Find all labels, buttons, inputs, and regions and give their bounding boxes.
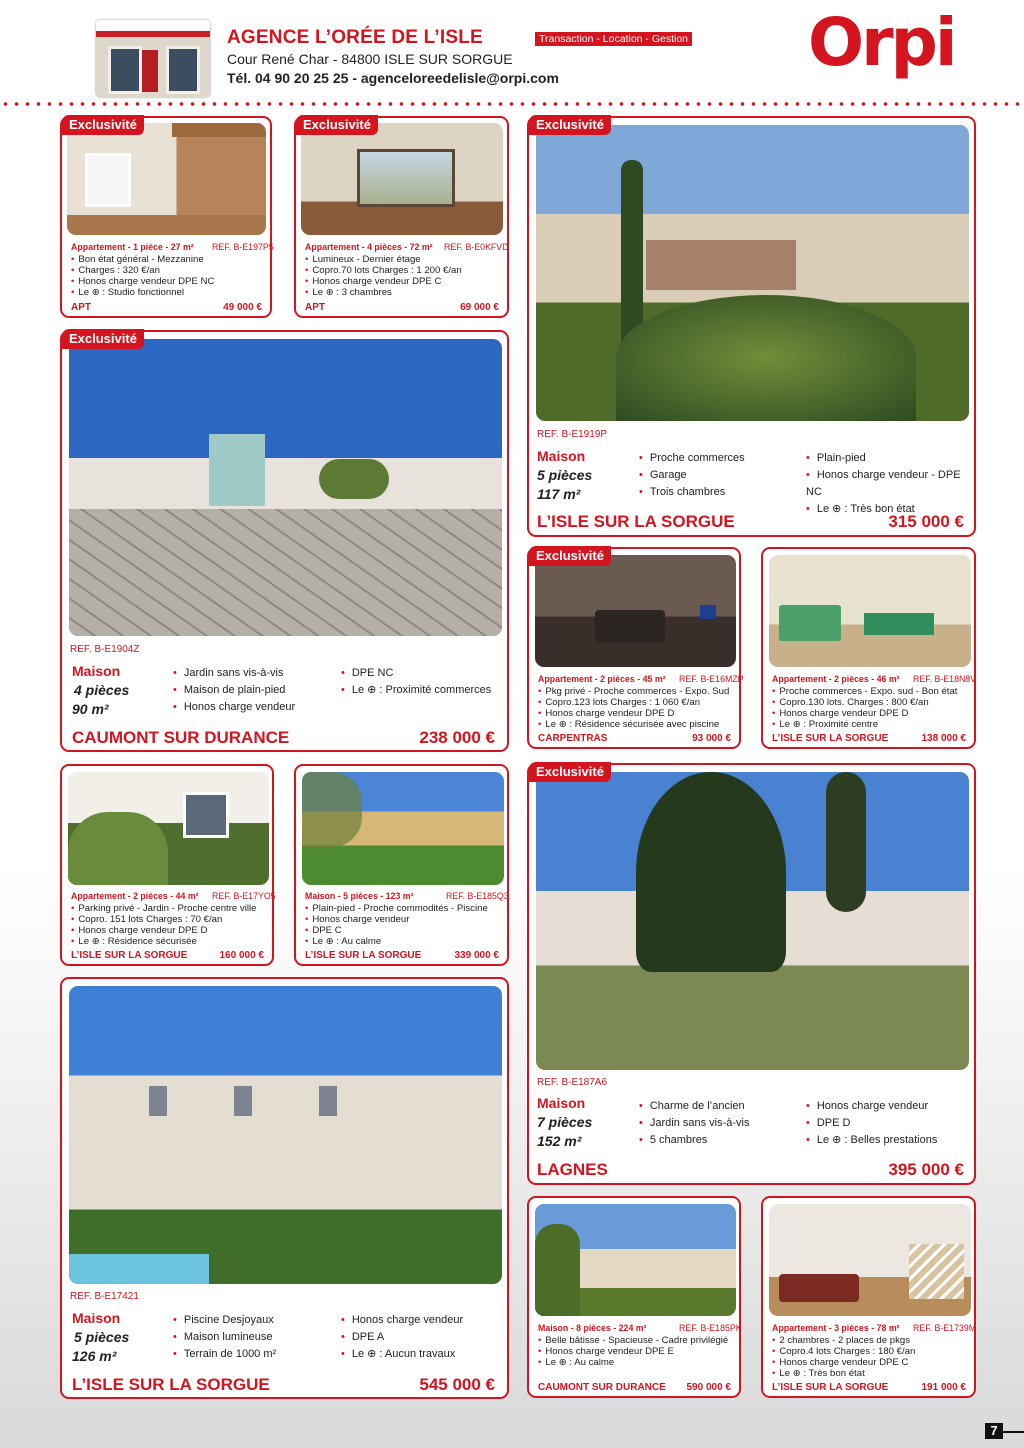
listing-photo [67,123,266,235]
listing-city: L’ISLE SUR LA SORGUE [772,733,889,744]
orpi-logo: Orpi [808,4,955,81]
listing-ref: REF. B-E197P5 [212,242,274,252]
feature-item: • DPE NC [341,665,491,682]
listing-city: L’ISLE SUR LA SORGUE [72,1375,270,1394]
listing-price: 191 000 € [921,1382,966,1393]
listing-photo [68,772,269,885]
feature-item: • Belle bâtisse - Spacieuse - Cadre privilégié [538,1335,728,1346]
listing-price: 69 000 € [460,302,499,313]
feature-item: • Terrain de 1000 m² [173,1346,276,1363]
listing-card[interactable] [761,547,976,749]
feature-item: • Le ⊕ : 3 chambres [305,287,462,298]
listing-area: 90 m² [72,701,109,717]
listing-rooms: 4 pièces [74,682,130,698]
feature-item: • DPE D [806,1115,937,1132]
feature-item: • DPE A [341,1329,463,1346]
listing-ref: REF. B-E1904Z [70,644,140,655]
listing-heading: Maison - 5 pièces - 123 m² [305,891,414,901]
feature-list [538,686,729,730]
feature-list [639,1098,750,1149]
listing-photo [302,772,504,885]
listing-type: Maison [537,448,586,464]
exclusivite-badge: Exclusivité [529,546,611,566]
feature-item: • Copro.130 lots. Charges : 800 €/an [772,697,957,708]
feature-list [806,450,974,518]
listing-city: L’ISLE SUR LA SORGUE [305,950,422,961]
feature-item: • Le ⊕ : Proximité commerces [341,682,491,699]
feature-item: • Le ⊕ : Au calme [538,1357,728,1368]
feature-item: • Maison lumineuse [173,1329,276,1346]
agency-tagline: Transaction - Location - Gestion [535,32,692,46]
exclusivite-badge: Exclusivité [62,329,144,349]
listing-type: Maison [72,1310,121,1326]
feature-list [173,665,295,716]
listing-heading: Appartement - 3 pièces - 78 m² [772,1323,900,1333]
feature-item: • Proche commerces - Expo. sud - Bon état [772,686,957,697]
listing-ref: REF. B-E18N8V [913,674,977,684]
listing-type: Maison [72,663,121,679]
listing-city: LAGNES [537,1160,608,1179]
listing-rooms: 5 pièces [537,467,593,483]
listing-card[interactable] [527,1196,741,1398]
feature-item: • Maison de plain-pied [173,682,295,699]
feature-item: • Copro.123 lots Charges : 1 060 €/an [538,697,729,708]
feature-item: • Piscine Desjoyaux [173,1312,276,1329]
feature-item: • Charges : 320 €/an [71,265,214,276]
listing-card[interactable] [60,764,274,966]
feature-item: • Lumineux - Dernier étage [305,254,462,265]
exclusivite-badge: Exclusivité [62,115,144,135]
feature-item: • Honos charge vendeur DPE C [772,1357,915,1368]
feature-item: • Parking privé - Jardin - Proche centre ville [71,903,256,914]
listing-price: 238 000 € [419,728,495,747]
agency-storefront-photo [96,20,210,97]
feature-list [341,665,491,699]
listing-city: APT [305,302,325,313]
listing-photo [536,772,969,1070]
listing-photo [769,555,971,667]
listing-ref: REF. B-E17421 [70,1291,139,1302]
feature-list [173,1312,276,1363]
feature-item: • 2 chambres - 2 places de pkgs [772,1335,915,1346]
listing-photo [535,1204,736,1316]
feature-item: • Copro.70 lots Charges : 1 200 €/an [305,265,462,276]
listing-card[interactable] [761,1196,976,1398]
feature-list [806,1098,937,1149]
listing-card[interactable] [294,116,509,318]
feature-item: • Le ⊕ : Belles prestations [806,1132,937,1149]
feature-item: • Pkg privé - Proche commerces - Expo. Sud [538,686,729,697]
listing-photo [535,555,736,667]
listing-card[interactable] [60,330,509,752]
feature-item: • Jardin sans vis-à-vis [639,1115,750,1132]
feature-list [772,1335,915,1379]
exclusivite-badge: Exclusivité [296,115,378,135]
listing-city: L’ISLE SUR LA SORGUE [537,512,735,531]
feature-item: • Plain-pied [806,450,974,467]
listing-price: 93 000 € [692,733,731,744]
feature-item: • Copro.4 lots Charges : 180 €/an [772,1346,915,1357]
feature-item: • Le ⊕ : Très bon état [772,1368,915,1379]
listing-city: L’ISLE SUR LA SORGUE [71,950,188,961]
listing-area: 117 m² [537,486,581,502]
listing-price: 395 000 € [888,1160,964,1179]
feature-item: • Honos charge vendeur [173,699,295,716]
listing-price: 545 000 € [419,1375,495,1394]
feature-item: • Honos charge vendeur DPE D [71,925,256,936]
feature-list [71,254,214,298]
listing-price: 315 000 € [888,512,964,531]
listing-price: 138 000 € [921,733,966,744]
feature-item: • Le ⊕ : Très bon état [806,501,974,518]
listing-photo [69,339,502,636]
agency-contact[interactable]: Tél. 04 90 20 25 25 - agenceloreedelisle@orpi.com [227,70,559,86]
listing-photo [536,125,969,421]
listing-price: 339 000 € [454,950,499,961]
feature-item: • Le ⊕ : Au calme [305,936,488,947]
feature-item: • DPE C [305,925,488,936]
feature-item: • Proche commerces [639,450,745,467]
listing-card[interactable] [527,763,976,1185]
listing-photo [769,1204,971,1316]
feature-list [71,903,256,947]
feature-list [538,1335,728,1368]
feature-item: • Le ⊕ : Proximité centre [772,719,957,730]
feature-item: • Honos charge vendeur DPE NC [71,276,214,287]
listing-area: 152 m² [537,1133,582,1149]
listing-heading: Maison - 8 pièces - 224 m² [538,1323,647,1333]
agency-name: AGENCE L’ORÉE DE L’ISLE [227,27,483,48]
listing-heading: Appartement - 4 pièces - 72 m² [305,242,433,252]
listing-ref: REF. B-E0KFVD [444,242,509,252]
feature-list [639,450,745,501]
feature-item: • 5 chambres [639,1132,750,1149]
listing-city: CARPENTRAS [538,733,608,744]
listing-price: 160 000 € [219,950,264,961]
feature-item: • Honos charge vendeur DPE C [305,276,462,287]
feature-list [772,686,957,730]
feature-item: • Bon état général - Mezzanine [71,254,214,265]
feature-item: • Honos charge vendeur - DPE NC [806,467,974,501]
listing-city: CAUMONT SUR DURANCE [538,1382,666,1393]
feature-item: • Le ⊕ : Studio fonctionnel [71,287,214,298]
listing-card[interactable] [60,116,272,318]
feature-item: • Honos charge vendeur [305,914,488,925]
feature-item: • Honos charge vendeur [806,1098,937,1115]
feature-item: • Honos charge vendeur DPE D [772,708,957,719]
listing-ref: REF. B-E16MZP [679,674,744,684]
listing-ref: REF. B-E185Q3 [446,891,509,901]
listing-city: CAUMONT SUR DURANCE [72,728,290,747]
listing-ref: REF. B-E1739M [913,1323,977,1333]
listing-rooms: 5 pièces [74,1329,130,1345]
feature-item: • Jardin sans vis-à-vis [173,665,295,682]
listing-heading: Appartement - 1 pièce - 27 m² [71,242,194,252]
listing-ref: REF. B-E187A6 [537,1077,608,1088]
feature-item: • Honos charge vendeur [341,1312,463,1329]
dotted-divider [0,100,1024,108]
listing-city: L’ISLE SUR LA SORGUE [772,1382,889,1393]
feature-item: • Copro. 151 lots Charges : 70 €/an [71,914,256,925]
feature-item: • Charme de l’ancien [639,1098,750,1115]
exclusivite-badge: Exclusivité [529,762,611,782]
listing-heading: Appartement - 2 pièces - 46 m² [772,674,900,684]
listing-photo [301,123,503,235]
feature-item: • Garage [639,467,745,484]
listing-price: 49 000 € [223,302,262,313]
listing-ref: REF. B-E17YO5 [212,891,276,901]
listing-price: 590 000 € [686,1382,731,1393]
listing-photo [69,986,502,1284]
listing-card[interactable] [60,977,509,1399]
feature-item: • Le ⊕ : Résidence sécurisée avec piscine [538,719,729,730]
listing-ref: REF. B-E1919P [537,429,608,440]
feature-item: • Honos charge vendeur DPE E [538,1346,728,1357]
listing-heading: Appartement - 2 pièces - 45 m² [538,674,666,684]
page-number-rule [1003,1431,1024,1433]
feature-list [305,254,462,298]
listing-card[interactable] [294,764,509,966]
feature-item: • Honos charge vendeur DPE D [538,708,729,719]
feature-item: • Plain-pied - Proche commodités - Piscine [305,903,488,914]
listing-card[interactable] [527,116,976,537]
listing-rooms: 7 pièces [537,1114,593,1130]
agency-address: Cour René Char - 84800 ISLE SUR SORGUE [227,51,513,67]
listing-city: APT [71,302,91,313]
exclusivite-badge: Exclusivité [529,115,611,135]
feature-item: • Trois chambres [639,484,745,501]
listing-heading: Appartement - 2 pièces - 44 m² [71,891,199,901]
feature-list [341,1312,463,1363]
listing-area: 126 m² [72,1348,117,1364]
feature-item: • Le ⊕ : Aucun travaux [341,1346,463,1363]
feature-list [305,903,488,947]
page-number: 7 [985,1423,1003,1439]
listing-type: Maison [537,1095,586,1111]
listing-ref: REF. B-E185PK [679,1323,742,1333]
feature-item: • Le ⊕ : Résidence sécurisée [71,936,256,947]
listing-card[interactable] [527,547,744,749]
